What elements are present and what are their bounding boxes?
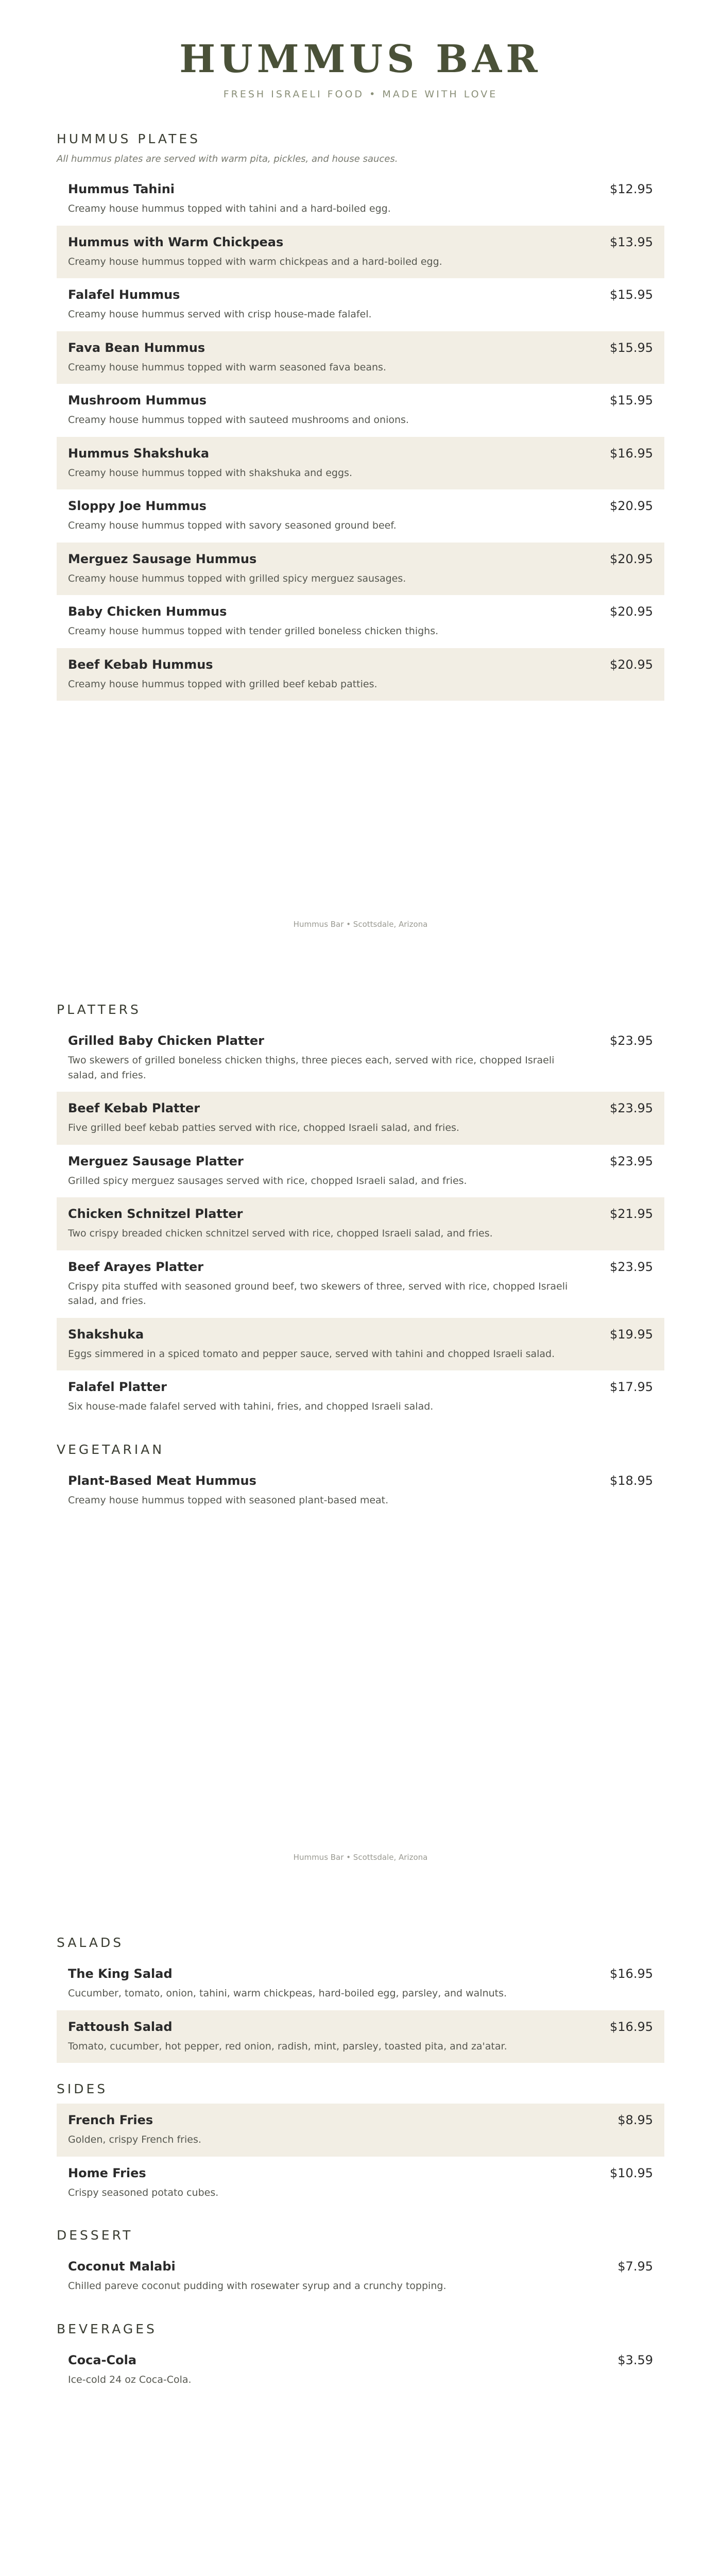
dessert-list: [57, 2250, 664, 2303]
menu-item-main: [68, 604, 438, 639]
menu-item-description: Creamy house hummus topped with warm seasoned fava beans.: [68, 361, 386, 373]
menu-item-main: [68, 182, 391, 216]
menu-item-description: Creamy house hummus topped with grilled spicy merguez sausages.: [68, 572, 406, 584]
menu-item-name: Fava Bean Hummus: [68, 340, 205, 355]
salads-sides-dessert-beverages-sections: [57, 1935, 664, 2396]
menu-item: [57, 2104, 664, 2157]
menu-item-price: $16.95: [610, 1967, 653, 1981]
menu-item: [57, 278, 664, 331]
menu-item: [57, 384, 664, 437]
menu-item-name: Hummus Tahini: [68, 182, 175, 196]
section-title-platters: PLATTERS: [57, 1002, 141, 1017]
menu-item-price: $8.95: [617, 2113, 653, 2127]
menu-item-description: Crispy pita stuffed with seasoned ground beef, two skewers of three, served with rice, chopped Israeli salad, and fries.: [68, 1280, 568, 1307]
menu-item-price: $23.95: [610, 1101, 653, 1115]
menu-item: [57, 173, 664, 226]
menu-item: [57, 489, 664, 543]
section-title-vegetarian: VEGETARIAN: [57, 1442, 165, 1457]
menu-item-name: Coca-Cola: [68, 2352, 137, 2367]
menu-item-main: [68, 2113, 201, 2147]
menu-item-main: [68, 1260, 583, 1309]
section-title-sides: SIDES: [57, 2081, 108, 2096]
vegetarian-list: [57, 1464, 664, 1517]
restaurant-tagline: FRESH ISRAELI FOOD • MADE WITH LOVE: [223, 89, 498, 100]
menu-item-main: [68, 657, 377, 692]
menu-item-description: Creamy house hummus topped with warm chickpeas and a hard-boiled egg.: [68, 256, 442, 267]
menu-item-description: Five grilled beef kebab patties served with rice, chopped Israeli salad, and fries.: [68, 1122, 459, 1133]
menu-item: [57, 543, 664, 596]
menu-item-main: [68, 1033, 583, 1082]
menu-item: [57, 1957, 664, 2010]
menu-item-price: $21.95: [610, 1207, 653, 1221]
section-note-hummus-plates: All hummus plates are served with warm pita, pickles, and house sauces.: [57, 154, 398, 164]
menu-item: [57, 1145, 664, 1198]
menu-item-description: Six house-made falafel served with tahini, fries, and chopped Israeli salad.: [68, 1401, 434, 1412]
menu-item-price: $23.95: [610, 1033, 653, 1048]
menu-item-description: Ice-cold 24 oz Coca-Cola.: [68, 2374, 192, 2385]
menu-item: [57, 1464, 664, 1517]
menu-item-name: The King Salad: [68, 1967, 173, 1981]
menu-item-main: [68, 2166, 218, 2200]
menu-item-price: $10.95: [610, 2165, 653, 2180]
menu-item-price: $17.95: [610, 1380, 653, 1394]
menu-item-name: Shakshuka: [68, 1327, 144, 1342]
menu-item-description: Creamy house hummus served with crisp house-made falafel.: [68, 309, 372, 320]
menu-item-price: $19.95: [610, 1327, 653, 1342]
menu-item-description: Golden, crispy French fries.: [68, 2134, 201, 2145]
menu-item-main: [68, 1101, 459, 1136]
menu-item-name: Beef Arayes Platter: [68, 1259, 204, 1274]
menu-item-price: $18.95: [610, 1473, 653, 1488]
menu-item-price: $23.95: [610, 1259, 653, 1274]
menu-item: [57, 226, 664, 279]
menu-item-main: [68, 1207, 493, 1241]
menu-item-main: [68, 1154, 467, 1189]
menu-item: [57, 1092, 664, 1145]
menu-item: [57, 1318, 664, 1371]
menu-item-name: Hummus Shakshuka: [68, 446, 210, 461]
menu-item-main: [68, 446, 352, 481]
salads-list: [57, 1957, 664, 2063]
menu-item: [57, 1250, 664, 1318]
section-title-beverages: BEVERAGES: [57, 2321, 157, 2336]
hummus-plates-section: [57, 131, 664, 701]
menu-item-main: [68, 341, 386, 375]
menu-item-main: [68, 2259, 446, 2294]
menu-page-2: [0, 933, 721, 1866]
menu-item-description: Chilled pareve coconut pudding with rosewater syrup and a crunchy topping.: [68, 2280, 447, 2292]
beverages-list: [57, 2344, 664, 2397]
menu-item-description: Tomato, cucumber, hot pepper, red onion, radish, mint, parsley, toasted pita, and za'atar.: [68, 2040, 507, 2052]
menu-item-description: Creamy house hummus topped with seasoned plant-based meat.: [68, 1494, 389, 1506]
menu-item-name: Coconut Malabi: [68, 2259, 176, 2274]
menu-item-description: Creamy house hummus topped with sauteed mushrooms and onions.: [68, 414, 409, 426]
menu-item-description: Eggs simmered in a spiced tomato and pepper sauce, served with tahini and chopped Israeli salad.: [68, 1348, 555, 1360]
menu-item-price: $15.95: [610, 287, 653, 302]
page-footer: Hummus Bar • Scottsdale, Arizona: [293, 920, 428, 929]
platters-list: [57, 1024, 664, 1423]
menu-item-price: $13.95: [610, 234, 653, 249]
menu-item-main: [68, 1473, 388, 1508]
menu-item-main: [68, 1327, 555, 1362]
menu-item-name: French Fries: [68, 2113, 153, 2127]
menu-item-description: Crispy seasoned potato cubes.: [68, 2187, 219, 2198]
menu-item-name: Fattoush Salad: [68, 2019, 173, 2034]
section-title-dessert: DESSERT: [57, 2228, 133, 2243]
menu-item: [57, 595, 664, 648]
menu-item-description: Creamy house hummus topped with shakshuka and eggs.: [68, 467, 352, 479]
menu-item-price: $16.95: [610, 2019, 653, 2034]
hummus-plates-list: [57, 173, 664, 701]
menu-item-name: Mushroom Hummus: [68, 393, 207, 408]
page-footer: Hummus Bar • Scottsdale, Arizona: [293, 1853, 428, 1862]
menu-item-name: Hummus with Warm Chickpeas: [68, 234, 284, 249]
menu-item: [57, 2344, 664, 2397]
menu-item-description: Creamy house hummus topped with grilled beef kebab patties.: [68, 678, 377, 690]
menu-item: [57, 1370, 664, 1423]
menu-item-main: [68, 287, 372, 322]
menu-item-name: Home Fries: [68, 2165, 146, 2180]
menu-item-name: Plant-Based Meat Hummus: [68, 1473, 256, 1488]
menu-item-name: Beef Kebab Platter: [68, 1101, 200, 1115]
menu-item-price: $20.95: [610, 551, 653, 566]
menu-item-description: Creamy house hummus topped with savory seasoned ground beef.: [68, 520, 397, 531]
menu-header: [0, 0, 721, 100]
menu-item-main: [68, 552, 406, 586]
platters-vegetarian-sections: [57, 1002, 664, 1517]
menu-item-main: [68, 499, 397, 533]
menu-item-main: [68, 235, 442, 269]
menu-item-main: [68, 393, 409, 428]
menu-page-1: [0, 0, 721, 933]
menu-item-main: [68, 1967, 507, 2001]
menu-item-price: $15.95: [610, 393, 653, 408]
menu-item-name: Beef Kebab Hummus: [68, 657, 213, 672]
menu-item-name: Grilled Baby Chicken Platter: [68, 1033, 264, 1048]
menu-item-price: $20.95: [610, 604, 653, 619]
menu-item: [57, 437, 664, 490]
menu-item-price: $7.95: [617, 2259, 653, 2274]
menu-item: [57, 2250, 664, 2303]
menu-item-description: Grilled spicy merguez sausages served with rice, chopped Israeli salad, and fries.: [68, 1175, 467, 1187]
menu-item-description: Creamy house hummus topped with tahini and a hard-boiled egg.: [68, 203, 391, 214]
restaurant-title: HUMMUS BAR: [179, 37, 542, 81]
menu-item-description: Cucumber, tomato, onion, tahini, warm chickpeas, hard-boiled egg, parsley, and walnuts.: [68, 1988, 507, 1999]
menu-item-price: $20.95: [610, 499, 653, 513]
menu-item-price: $12.95: [610, 182, 653, 196]
section-title-salads: SALADS: [57, 1935, 124, 1950]
menu-item-description: Two crispy breaded chicken schnitzel served with rice, chopped Israeli salad, and fries.: [68, 1228, 493, 1239]
section-title-hummus-plates: HUMMUS PLATES: [57, 131, 201, 146]
menu-item: [57, 648, 664, 701]
menu-page-3: [0, 1866, 721, 2576]
menu-item-name: Merguez Sausage Hummus: [68, 551, 257, 566]
menu-item-name: Baby Chicken Hummus: [68, 604, 227, 619]
menu-item-main: [68, 2353, 192, 2387]
menu-item: [57, 331, 664, 384]
menu-item: [57, 1024, 664, 1092]
menu-item-price: $23.95: [610, 1154, 653, 1168]
menu-item-description: Two skewers of grilled boneless chicken thighs, three pieces each, served with rice, chopped Israeli salad, and fries.: [68, 1055, 555, 1081]
menu-item-main: [68, 1380, 433, 1414]
menu-item-price: $20.95: [610, 657, 653, 672]
menu-item-price: $15.95: [610, 340, 653, 355]
menu-item: [57, 1197, 664, 1250]
menu-item-description: Creamy house hummus topped with tender grilled boneless chicken thighs.: [68, 625, 439, 637]
menu-item-price: $3.59: [617, 2352, 653, 2367]
menu-item-name: Chicken Schnitzel Platter: [68, 1207, 243, 1221]
menu-item-name: Falafel Hummus: [68, 287, 180, 302]
menu-item-name: Merguez Sausage Platter: [68, 1154, 244, 1168]
menu-item-name: Falafel Platter: [68, 1380, 167, 1394]
menu-item-name: Sloppy Joe Hummus: [68, 499, 207, 513]
menu-item-main: [68, 2020, 507, 2054]
menu-item: [57, 2157, 664, 2210]
sides-list: [57, 2104, 664, 2209]
menu-item: [57, 2010, 664, 2063]
menu-item-price: $16.95: [610, 446, 653, 461]
